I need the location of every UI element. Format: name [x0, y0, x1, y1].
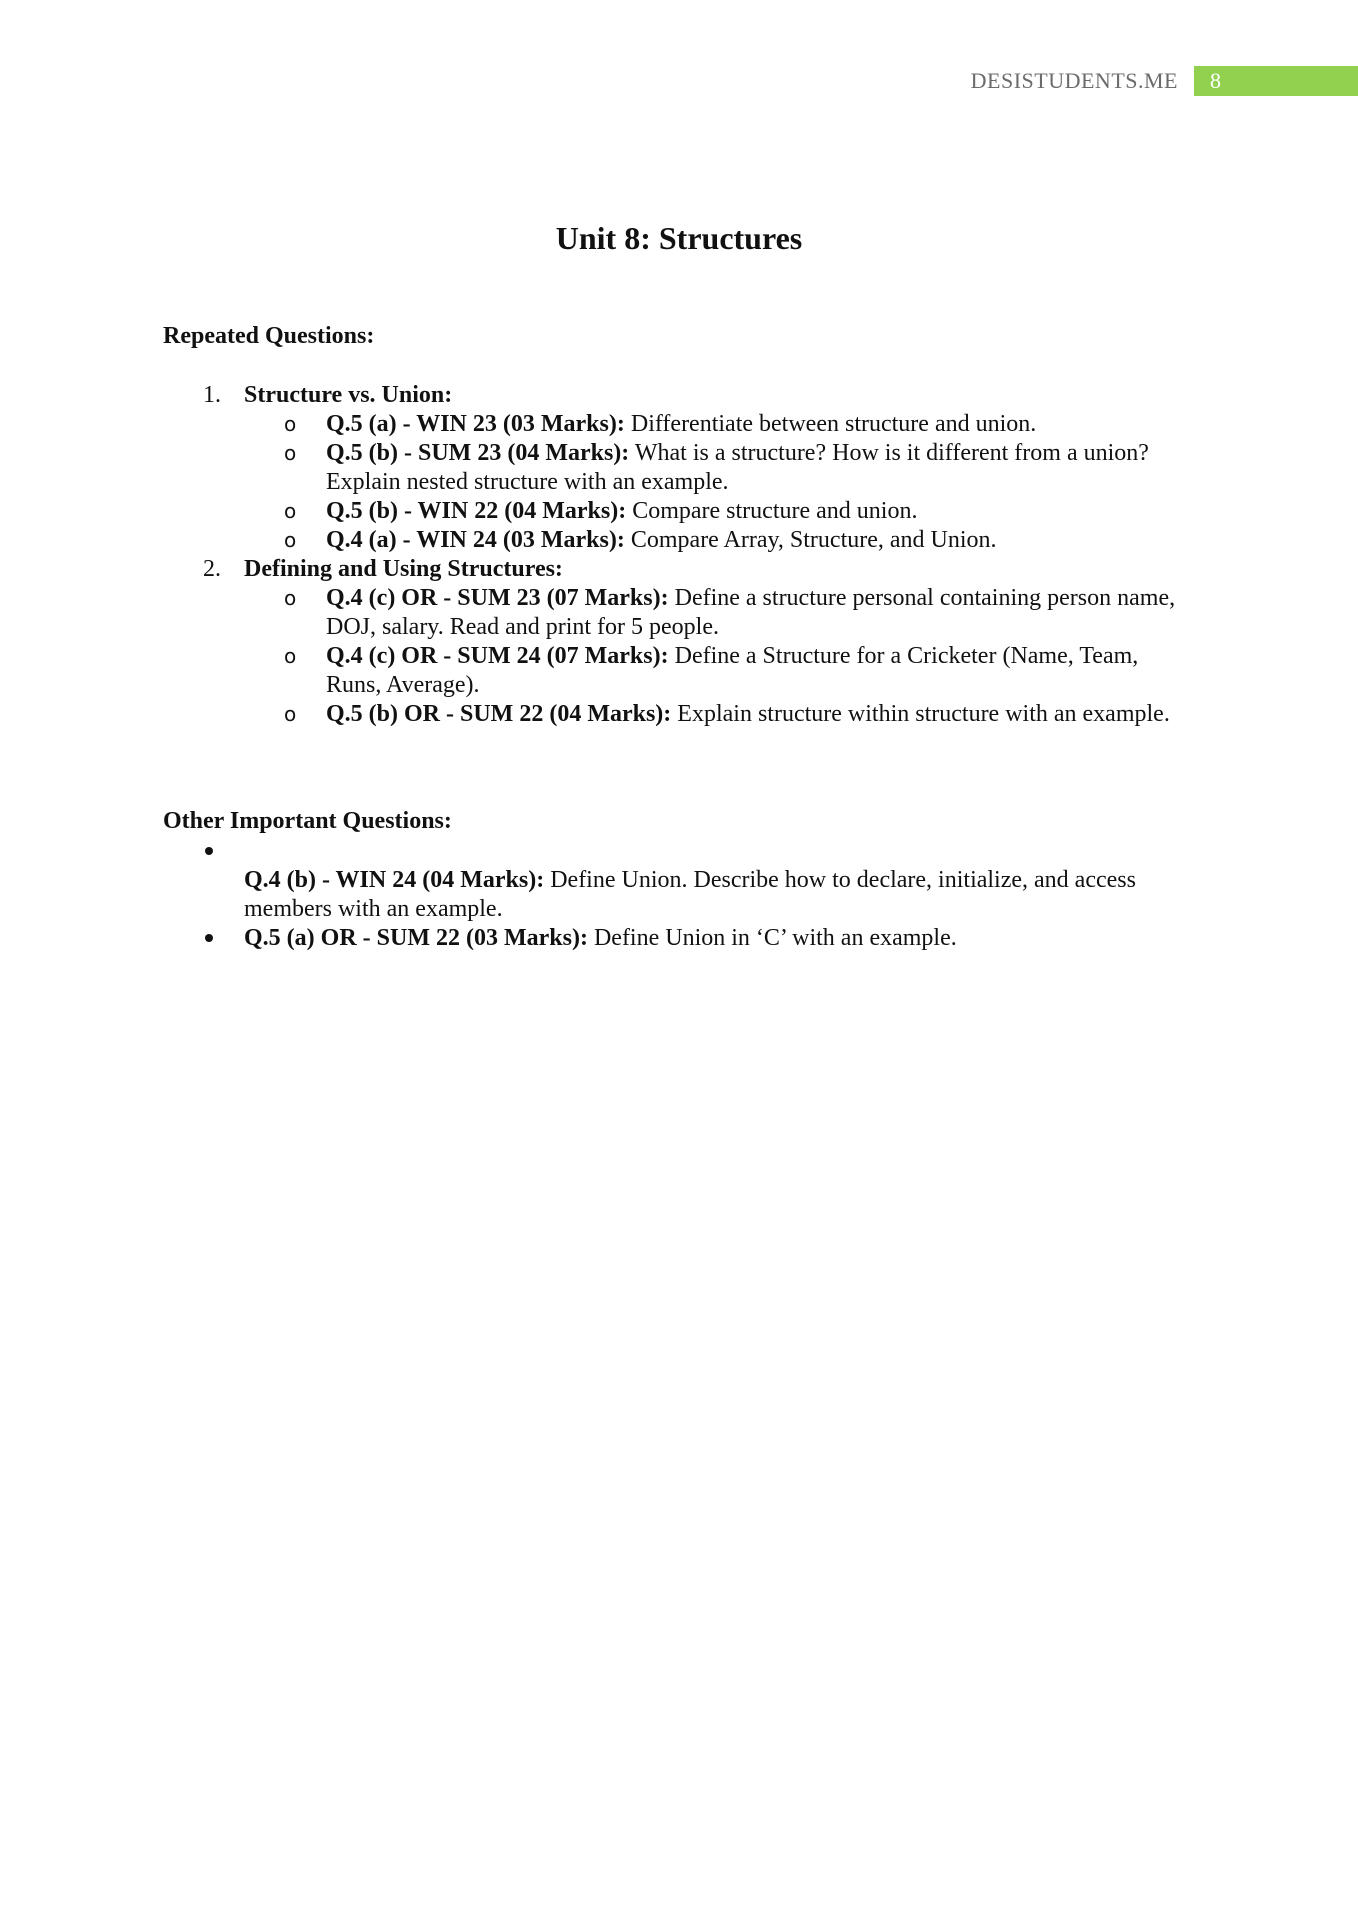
question-item [163, 497, 1193, 526]
page-title: Unit 8: Structures [555, 220, 803, 256]
question-text: Compare Array, Structure, and Union. [624, 527, 997, 553]
other-questions-list [163, 837, 1223, 953]
group-title: Structure vs. Union: [244, 382, 453, 408]
circle-bullet-icon: o [284, 499, 297, 523]
question-reference: Q.4 (a) - WIN 24 (03 Marks): [326, 527, 625, 553]
question-item [163, 700, 1193, 729]
bullet-dot-icon [205, 847, 213, 855]
repeated-questions-heading: Repeated Questions: [163, 323, 375, 349]
empty-list-item [163, 837, 1213, 866]
circle-bullet-icon: o [284, 644, 297, 668]
question-text: Define Union in ‘C’ with an example. [587, 925, 957, 951]
circle-bullet-icon: o [284, 702, 297, 726]
question-reference: Q.5 (a) OR - SUM 22 (03 Marks): [244, 925, 588, 951]
question-reference: Q.5 (b) - WIN 22 (04 Marks): [326, 498, 627, 524]
question-text: Define Union. Describe how to declare, initialize, and access members with an example. [244, 867, 1136, 922]
question-reference: Q.4 (c) OR - SUM 24 (07 Marks): [326, 643, 669, 669]
other-questions-heading: Other Important Questions: [163, 808, 452, 834]
question-text: Compare structure and union. [626, 498, 918, 524]
question-reference: Q.5 (a) - WIN 23 (03 Marks): [326, 411, 625, 437]
question-text: What is a structure? How is it different from a union? Explain nested structure with an example. [326, 440, 1149, 495]
circle-bullet-icon: o [284, 412, 297, 436]
question-group [163, 555, 1223, 729]
question-item [163, 439, 1193, 497]
group-number: 1. [203, 382, 221, 408]
circle-bullet-icon: o [284, 441, 297, 465]
question-text: Define a Structure for a Cricketer (Name, Team, Runs, Average). [326, 643, 1139, 698]
group-title: Defining and Using Structures: [244, 556, 563, 582]
question-group [163, 381, 1223, 555]
question-reference: Q.4 (b) - WIN 24 (04 Marks): [244, 867, 545, 893]
question-reference: Q.4 (c) OR - SUM 23 (07 Marks): [326, 585, 669, 611]
group-number: 2. [203, 556, 221, 582]
bullet-dot-icon [205, 934, 213, 942]
group-heading [163, 555, 1223, 584]
question-item [163, 410, 1193, 439]
question-text: Differentiate between structure and union. [624, 411, 1037, 437]
circle-bullet-icon: o [284, 586, 297, 610]
circle-bullet-icon: o [284, 528, 297, 552]
question-reference: Q.5 (b) - SUM 23 (04 Marks): [326, 440, 630, 466]
group-heading [163, 381, 1223, 410]
question-item [163, 526, 1193, 555]
site-name: DESISTUDENTS.ME [970, 68, 1178, 93]
question-item [163, 584, 1193, 642]
question-reference: Q.5 (b) OR - SUM 22 (04 Marks): [326, 701, 672, 727]
repeated-questions-list [163, 381, 1223, 729]
page-header [971, 66, 1358, 96]
question-item [163, 642, 1193, 700]
question-item [163, 866, 1213, 924]
page-number-badge: 8 [1194, 66, 1358, 96]
question-text: Explain structure within structure with an example. [671, 701, 1170, 727]
question-item [163, 924, 1213, 953]
question-text: Define a structure personal containing person name, DOJ, salary. Read and print for 5 people. [326, 585, 1176, 640]
